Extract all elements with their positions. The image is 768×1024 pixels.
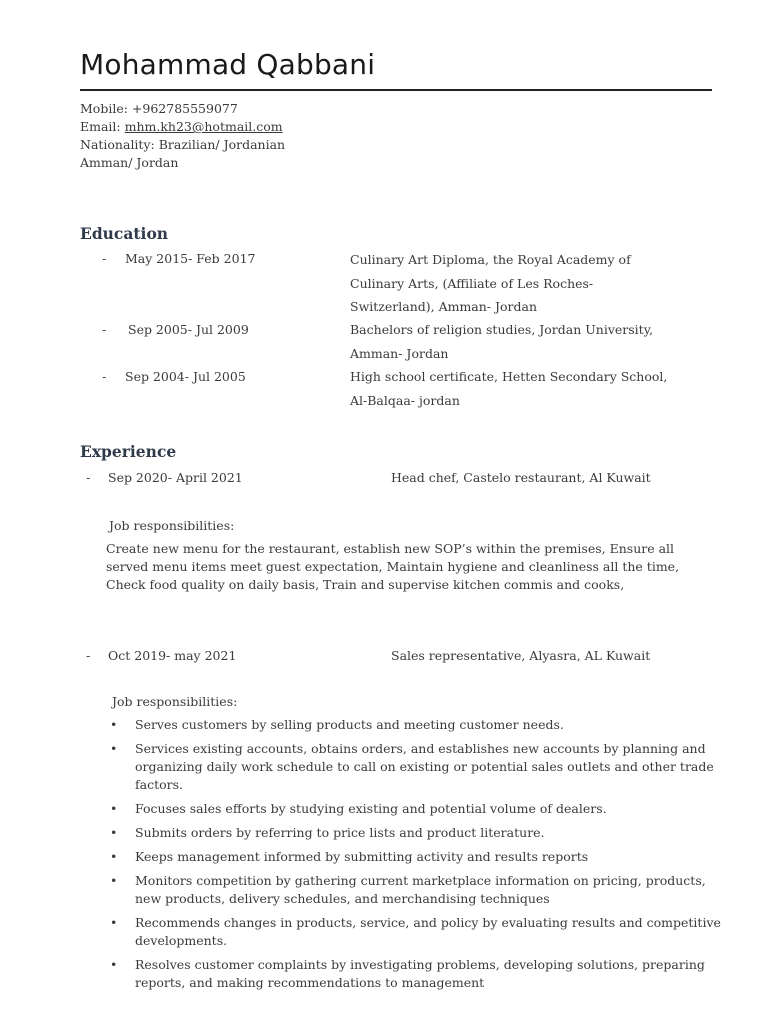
education-dash: -	[102, 322, 107, 337]
list-item-text: Services existing accounts, obtains orders, and establishes new accounts by planning and organizing daily work schedule to call on existing or potential sales outlets and other trade factors.	[135, 741, 714, 792]
list-item	[110, 956, 730, 992]
bullet-icon: •	[110, 801, 118, 816]
email-link[interactable]: mhm.kh23@hotmail.com	[124, 119, 283, 134]
list-item	[110, 824, 730, 842]
responsibility-bullet-list	[110, 716, 730, 998]
list-item-text: Recommends changes in products, service, and policy by evaluating results and competitive developments.	[135, 915, 721, 948]
education-description	[350, 318, 653, 365]
job-dates: Oct 2019- may 2021	[108, 648, 237, 663]
education-description-line: Culinary Art Diploma, the Royal Academy of	[350, 252, 631, 267]
header-divider	[80, 89, 712, 91]
bullet-icon: •	[110, 957, 118, 972]
job-responsibilities-text	[106, 540, 679, 594]
bullet-icon: •	[110, 741, 118, 756]
responsibility-line: served menu items meet guest expectation, Maintain hygiene and cleanliness all the time,	[106, 559, 680, 574]
list-item	[110, 740, 730, 794]
nationality-line: Nationality: Brazilian/ Jordanian	[80, 137, 286, 152]
job-responsibilities-label: Job responsibilities:	[112, 694, 238, 709]
list-item	[110, 848, 730, 866]
education-description-line: Bachelors of religion studies, Jordan University,	[350, 322, 654, 337]
education-dates: Sep 2004- Jul 2005	[125, 369, 246, 384]
education-dates: May 2015- Feb 2017	[125, 251, 256, 266]
education-description-line: High school certificate, Hetten Secondary School,	[350, 369, 668, 384]
education-dates: Sep 2005- Jul 2009	[128, 322, 249, 337]
job-dash: -	[86, 470, 91, 485]
list-item	[110, 914, 730, 950]
job-responsibilities-label: Job responsibilities:	[109, 518, 235, 533]
list-item-text: Serves customers by selling products and meeting customer needs.	[135, 717, 564, 732]
list-item-text: Resolves customer complaints by investigating problems, developing solutions, preparing reports, and making recommendations to management	[135, 957, 705, 990]
list-item-text: Monitors competition by gathering current marketplace information on pricing, products, new products, delivery schedules, and merchandising techniques	[135, 873, 706, 906]
education-description-line: Al-Balqaa- jordan	[350, 392, 460, 408]
job-dash: -	[86, 648, 91, 663]
responsibility-line: Check food quality on daily basis, Train and supervise kitchen commis and cooks,	[106, 577, 625, 592]
bullet-icon: •	[110, 873, 118, 888]
email-label: Email:	[80, 119, 125, 134]
list-item-text: Focuses sales efforts by studying existing and potential volume of dealers.	[135, 801, 607, 816]
job-position: Sales representative, Alyasra, AL Kuwait	[391, 648, 651, 663]
education-description	[350, 365, 667, 412]
candidate-name: Mohammad Qabbani	[80, 48, 376, 81]
email-line	[80, 118, 283, 136]
list-item	[110, 716, 730, 734]
education-dash: -	[102, 251, 107, 266]
bullet-icon: •	[110, 915, 118, 930]
list-item	[110, 872, 730, 908]
list-item-text: Submits orders by referring to price lists and product literature.	[135, 825, 545, 840]
education-description-line: Amman- Jordan	[350, 345, 449, 361]
bullet-icon: •	[110, 717, 118, 732]
location-line: Amman/ Jordan	[80, 155, 179, 170]
list-item-text: Keeps management informed by submitting activity and results reports	[135, 849, 589, 864]
education-dash: -	[102, 369, 107, 384]
job-dates: Sep 2020- April 2021	[108, 470, 243, 485]
job-position: Head chef, Castelo restaurant, Al Kuwait	[391, 470, 651, 485]
education-description-line: Switzerland), Amman- Jordan	[350, 299, 538, 314]
responsibility-line: Create new menu for the restaurant, establish new SOP’s within the premises, Ensure all	[106, 541, 675, 556]
education-description	[350, 248, 631, 319]
education-description-line: Culinary Arts, (Affiliate of Les Roches-	[350, 275, 594, 291]
bullet-icon: •	[110, 825, 118, 840]
education-heading: Education	[80, 224, 169, 243]
bullet-icon: •	[110, 849, 118, 864]
experience-heading: Experience	[80, 442, 177, 461]
mobile-line: Mobile: +962785559077	[80, 101, 238, 116]
list-item	[110, 800, 730, 818]
